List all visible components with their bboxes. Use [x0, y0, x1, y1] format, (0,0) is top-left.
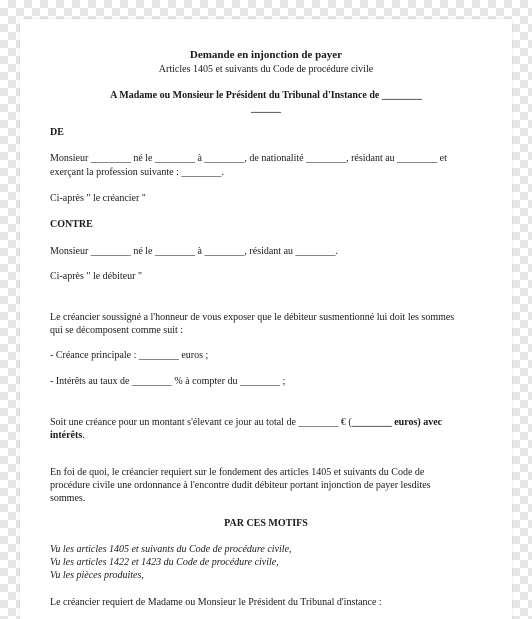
total-line-1	[50, 416, 442, 429]
item-principal: - Créance principale : ________ euros ;	[50, 350, 209, 361]
document-page	[20, 19, 512, 619]
final-line: Le créancier requiert de Madame ou Monsieur le Président du Tribunal d'instance :	[50, 597, 382, 608]
creditor-line-1: Monsieur ________ né le ________ à ________, de nationalité ________, résidant au ________ et	[50, 153, 447, 164]
addressee-line-2: ______	[251, 103, 281, 114]
total-period: .	[82, 430, 85, 441]
addressee-line-1: A Madame ou Monsieur le Président du Tribunal d'Instance de ________	[110, 90, 422, 101]
total-bold: ________ euros) avec	[351, 417, 443, 428]
conclusion-line-2: procédure civile une ordonnance à l'encontre dudit débiteur portant injonction de payer lesdites	[50, 480, 431, 491]
debtor-line-1: Monsieur ________ né le ________ à ________, résidant au ________.	[50, 246, 339, 257]
total-interets: intérêts	[50, 430, 83, 441]
item-interest: - Intérêts au taux de ________ % à compter du ________ ;	[50, 376, 286, 387]
conclusion-line-3: sommes.	[50, 493, 86, 504]
de-heading: DE	[50, 127, 64, 138]
vu-line-1: Vu les articles 1405 et suivants du Code de procédure civile,	[50, 544, 292, 555]
creditor-line-2: exerçant la profession suivante : ________.	[50, 167, 224, 178]
total-line-2	[50, 429, 85, 442]
total-prefix: Soit une créance pour un montant s'élevant ce jour au total de ________ € (	[50, 417, 352, 428]
conclusion-line-1: En foi de quoi, le créancier requiert sur le fondement des articles 1405 et suivants du Code de	[50, 467, 425, 478]
debtor-alias: Ci-après " le débiteur "	[50, 271, 143, 282]
motifs-heading: PAR CES MOTIFS	[224, 518, 308, 529]
contre-heading: CONTRE	[50, 219, 93, 230]
vu-line-2: Vu les articles 1422 et 1423 du Code de procédure civile,	[50, 557, 279, 568]
vu-line-3: Vu les pièces produites,	[50, 570, 144, 581]
intro-line-2: qui se décomposent comme suit :	[50, 325, 184, 336]
intro-line-1: Le créancier soussigné a l'honneur de vous exposer que le débiteur susmentionné lui doit les sommes	[50, 312, 455, 323]
document-title: Demande en injonction de payer	[189, 49, 343, 61]
creditor-alias: Ci-après " le créancier "	[50, 193, 146, 204]
document-subtitle: Articles 1405 et suivants du Code de procédure civile	[158, 64, 374, 75]
